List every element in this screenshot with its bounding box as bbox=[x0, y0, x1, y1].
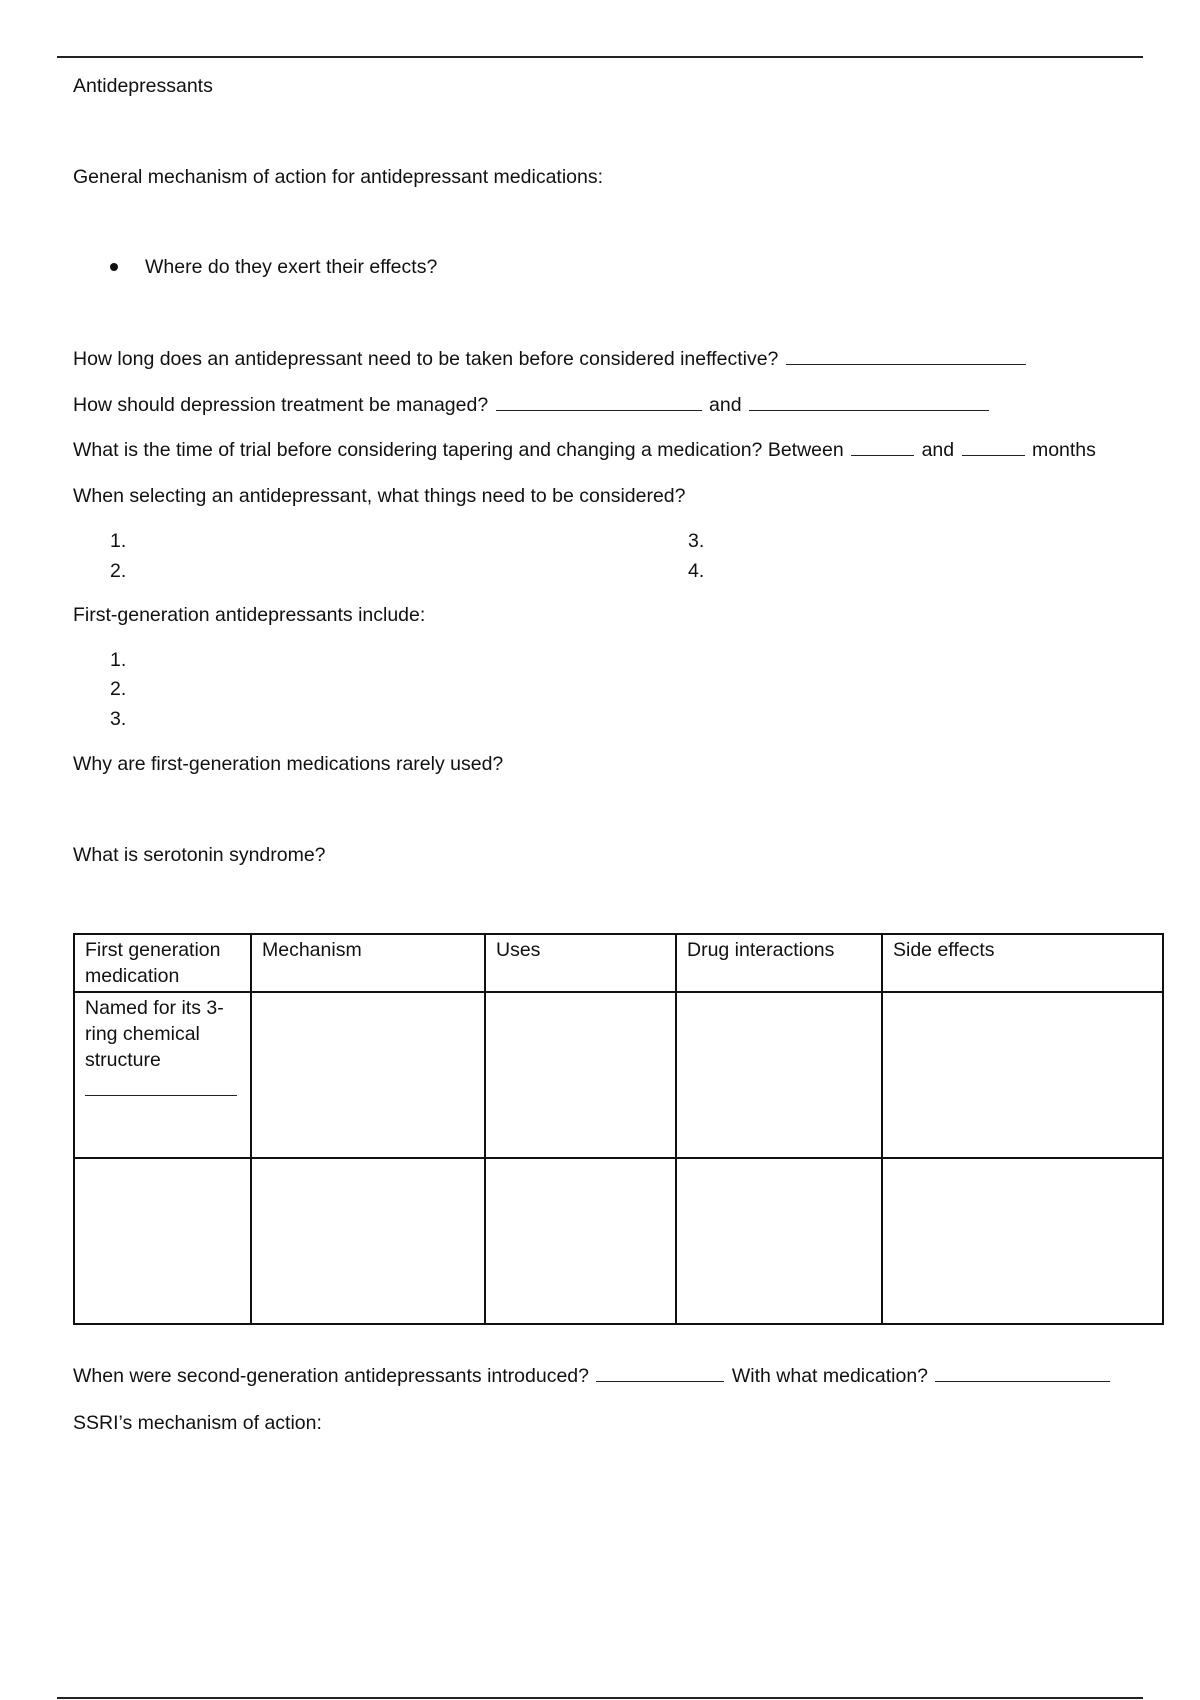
select-item-4: 4. bbox=[688, 560, 705, 582]
answer-blank-managed-1[interactable] bbox=[496, 409, 702, 411]
header-first-gen-medication: First generation medication bbox=[74, 934, 251, 992]
answer-blank-managed-2[interactable] bbox=[749, 409, 989, 411]
question-serotonin-syndrome: What is serotonin syndrome? bbox=[73, 844, 326, 866]
answer-blank-trial-1[interactable] bbox=[851, 454, 914, 456]
answer-blank-second-gen-year[interactable] bbox=[596, 1380, 724, 1382]
header-uses: Uses bbox=[485, 934, 676, 992]
select-item-2: 2. bbox=[110, 560, 127, 582]
row1-description: Named for its 3-ring chemical structure bbox=[85, 997, 224, 1071]
table-cell[interactable] bbox=[251, 992, 485, 1158]
table-header-row bbox=[74, 934, 1163, 992]
question-how-long-text: How long does an antidepressant need to be taken before considered ineffective? bbox=[73, 348, 779, 370]
table-cell-medication bbox=[74, 992, 251, 1158]
question-second-gen bbox=[73, 1364, 1112, 1388]
table-row bbox=[74, 992, 1163, 1158]
table-cell[interactable] bbox=[676, 992, 882, 1158]
table-cell[interactable] bbox=[882, 1158, 1163, 1324]
bottom-rule bbox=[57, 1697, 1143, 1699]
question-managed-text: How should depression treatment be managed? bbox=[73, 394, 489, 416]
table-cell[interactable] bbox=[251, 1158, 485, 1324]
question-managed bbox=[73, 393, 991, 417]
first-gen-item-2: 2. bbox=[110, 678, 127, 700]
select-item-3: 3. bbox=[688, 530, 705, 552]
table-cell[interactable] bbox=[485, 992, 676, 1158]
bullet-dot bbox=[110, 263, 118, 271]
table-cell[interactable] bbox=[485, 1158, 676, 1324]
table-row bbox=[74, 1158, 1163, 1324]
months-word: months bbox=[1031, 439, 1096, 461]
general-mechanism-prompt: General mechanism of action for antidepressant medications: bbox=[73, 166, 604, 188]
table-cell[interactable] bbox=[74, 1158, 251, 1324]
answer-blank-trial-2[interactable] bbox=[962, 454, 1025, 456]
question-how-long bbox=[73, 347, 1028, 371]
table-cell[interactable] bbox=[676, 1158, 882, 1324]
row1-answer-blank[interactable] bbox=[85, 1095, 237, 1096]
question-selecting: When selecting an antidepressant, what things need to be considered? bbox=[73, 485, 686, 507]
and-word: and bbox=[921, 439, 955, 461]
question-trial-time bbox=[73, 438, 1096, 462]
question-trial-text: What is the time of trial before considering tapering and changing a medication? Between bbox=[73, 439, 844, 461]
first-gen-include-prompt: First-generation antidepressants include: bbox=[73, 604, 426, 626]
header-mechanism: Mechanism bbox=[251, 934, 485, 992]
question-second-gen-text: When were second-generation antidepressants introduced? bbox=[73, 1365, 589, 1387]
first-gen-item-1: 1. bbox=[110, 649, 127, 671]
question-rarely-used: Why are first-generation medications rarely used? bbox=[73, 753, 504, 775]
header-side-effects: Side effects bbox=[882, 934, 1163, 992]
page-title: Antidepressants bbox=[73, 75, 213, 97]
answer-blank-how-long[interactable] bbox=[786, 363, 1026, 365]
first-gen-item-3: 3. bbox=[110, 708, 127, 730]
top-rule bbox=[57, 56, 1143, 58]
ssri-mechanism-prompt: SSRI’s mechanism of action: bbox=[73, 1412, 322, 1434]
first-gen-medication-table bbox=[73, 933, 1164, 1325]
table-cell[interactable] bbox=[882, 992, 1163, 1158]
select-item-1: 1. bbox=[110, 530, 127, 552]
question-with-what-text: With what medication? bbox=[731, 1365, 929, 1387]
bullet-where-effects: Where do they exert their effects? bbox=[145, 256, 438, 278]
answer-blank-with-what[interactable] bbox=[935, 1380, 1110, 1382]
header-drug-interactions: Drug interactions bbox=[676, 934, 882, 992]
and-word: and bbox=[709, 394, 742, 416]
